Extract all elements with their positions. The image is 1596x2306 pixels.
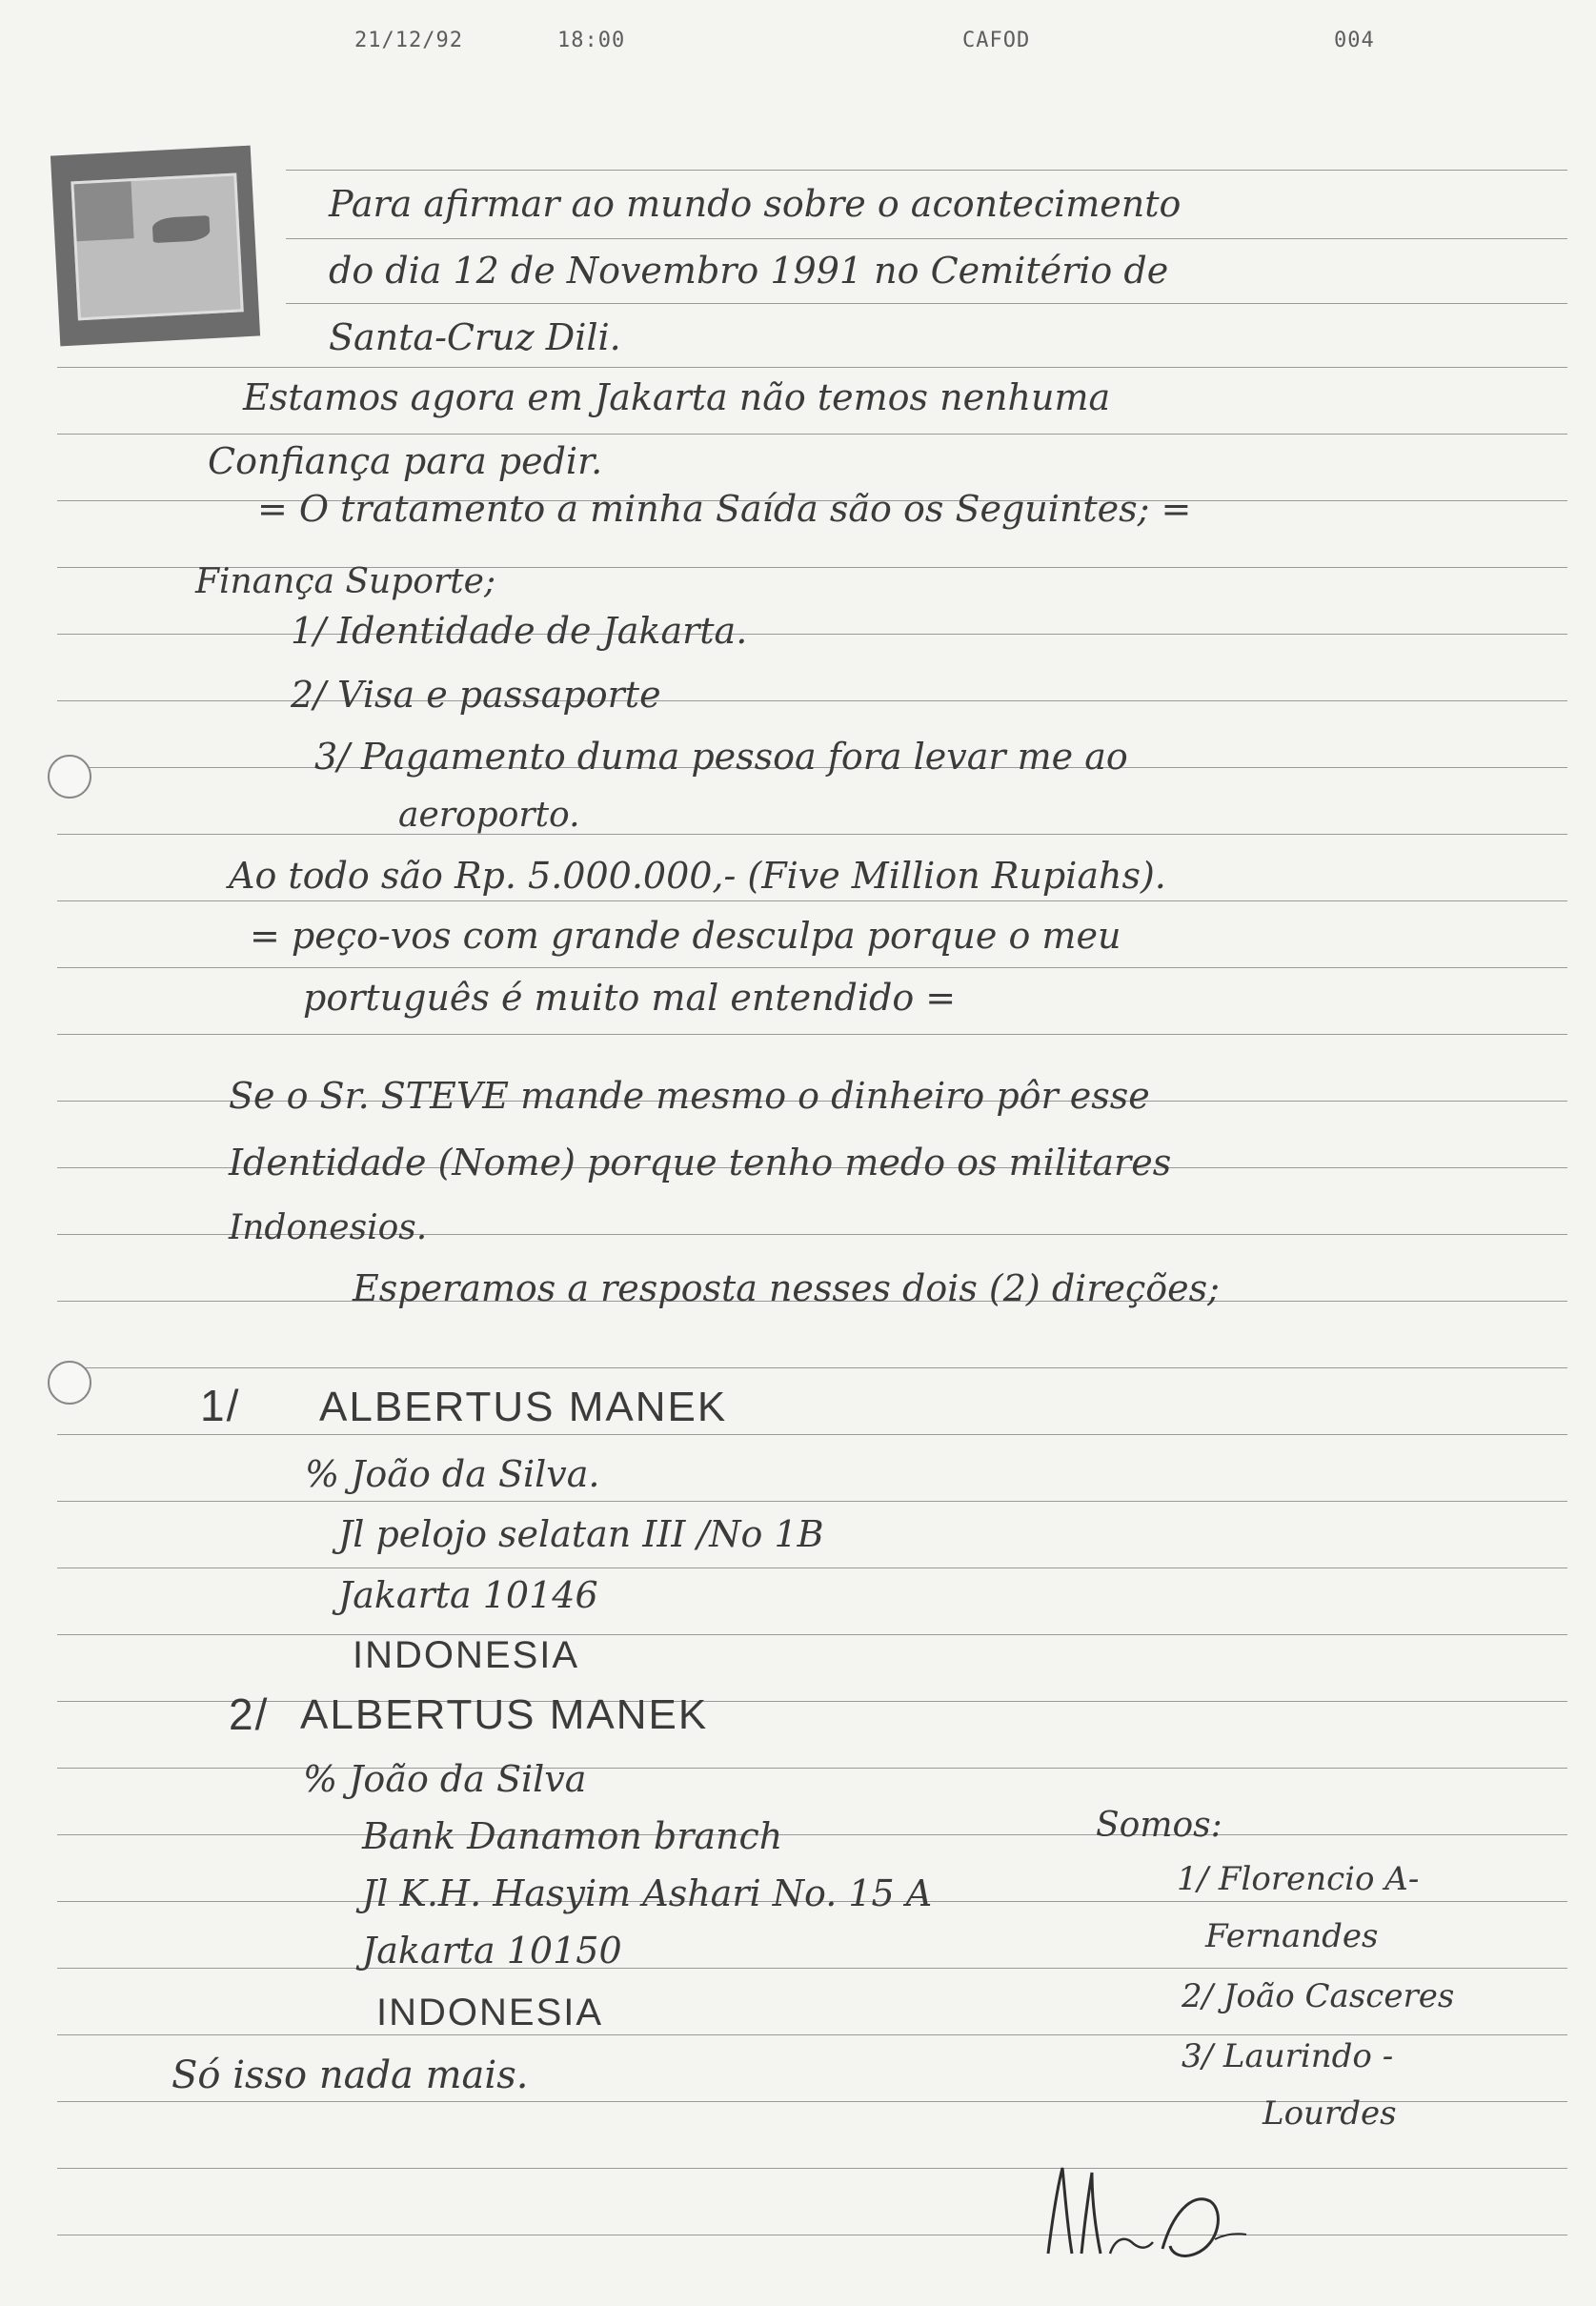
signer-1-line-2: Fernandes: [1205, 1917, 1379, 1955]
apology-line-1: = peço-vos com grande desculpa porque o meu: [250, 915, 1121, 957]
item-1: 1/ Identidade de Jakarta.: [291, 610, 748, 652]
signer-1-line-1: 1/ Florencio A-: [1177, 1860, 1420, 1898]
apology-line-2: português é muito mal entendido =: [303, 977, 957, 1019]
item-2: 2/ Visa e passaporte: [291, 674, 661, 716]
item-3: 3/ Pagamento duma pessoa fora levar me ao: [314, 736, 1128, 778]
paragraph2-line-2: Identidade (Nome) porque tenho medo os militares: [229, 1142, 1172, 1183]
item-3-cont: aeroporto.: [398, 796, 580, 835]
address2-care-of: % João da Silva: [303, 1758, 587, 1800]
address1-street: Jl pelojo selatan III /No 1B: [338, 1513, 824, 1555]
address2-country: INDONESIA: [376, 1992, 604, 2033]
attached-photo: [51, 146, 260, 347]
address1-city: Jakarta 10146: [338, 1574, 598, 1616]
address2-name: ALBERTUS MANEK: [300, 1691, 709, 1738]
body-line-5: Confiança para pedir.: [208, 440, 603, 482]
address2-city: Jakarta 10150: [362, 1930, 622, 1972]
body-line-7: Finança Suporte;: [195, 562, 496, 601]
photo-icon: [71, 172, 243, 320]
signature: [1029, 2158, 1258, 2263]
address1-country: INDONESIA: [353, 1634, 580, 1676]
paragraph2-line-1: Se o Sr. STEVE mande mesmo o dinheiro pôr esse: [229, 1075, 1150, 1117]
paragraph2-line-4: Esperamos a resposta nesses dois (2) direções;: [353, 1267, 1220, 1309]
signer-2: 2/ João Casceres: [1182, 1977, 1455, 2015]
address1-name: ALBERTUS MANEK: [319, 1384, 728, 1430]
fax-header-station: CAFOD: [962, 29, 1031, 52]
closing-line: Só isso nada mais.: [172, 2053, 529, 2097]
body-line-6: = O tratamento a minha Saída são os Seguintes; =: [257, 488, 1192, 530]
fax-header-time: 18:00: [557, 29, 626, 52]
body-line-4: Estamos agora em Jakarta não temos nenhuma: [243, 376, 1111, 418]
signers-heading: Somos:: [1096, 1806, 1222, 1845]
fax-header-date: 21/12/92: [354, 29, 463, 52]
paragraph2-line-3: Indonesios.: [229, 1208, 428, 1247]
address1-number: 1/: [200, 1381, 241, 1430]
binder-hole-top: [48, 755, 91, 799]
binder-hole-bottom: [48, 1361, 91, 1405]
body-line-3: Santa-Cruz Dili.: [329, 316, 621, 358]
total-line: Ao todo são Rp. 5.000.000,- (Five Million Rupiahs).: [229, 855, 1166, 897]
body-line-2: do dia 12 de Novembro 1991 no Cemitério de: [329, 250, 1169, 292]
address2-bank: Bank Danamon branch: [362, 1815, 783, 1857]
address2-street: Jl K.H. Hasyim Ashari No. 15 A: [362, 1872, 933, 1914]
address2-number: 2/: [229, 1689, 270, 1739]
address1-care-of: % João da Silva.: [305, 1453, 600, 1495]
fax-header-page: 004: [1334, 29, 1375, 52]
body-line-1: Para afirmar ao mundo sobre o acontecimento: [329, 183, 1182, 225]
signer-3-line-2: Lourdes: [1263, 2094, 1397, 2133]
signer-3-line-1: 3/ Laurindo -: [1182, 2037, 1394, 2075]
